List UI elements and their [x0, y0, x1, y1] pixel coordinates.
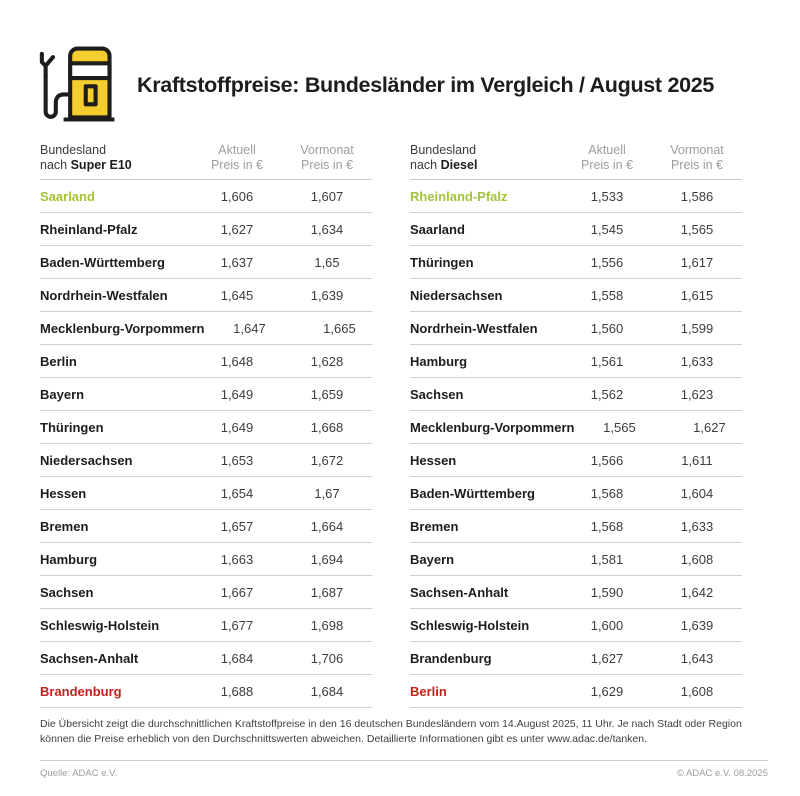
table-row: [40, 543, 372, 576]
current-price: 1,590: [590, 584, 624, 600]
state-name: Sachsen-Anhalt: [40, 650, 139, 666]
current-price: 1,657: [220, 518, 254, 534]
current-price: 1,648: [220, 353, 254, 369]
column-header-state: [410, 143, 562, 172]
state-name: Thüringen: [40, 419, 104, 435]
state-name: Bayern: [410, 551, 455, 567]
state-name: Saarland: [40, 188, 95, 204]
previous-price: 1,611: [681, 452, 713, 468]
tables-container: [40, 143, 800, 708]
table-diesel: [410, 143, 742, 708]
table-row: [410, 609, 742, 642]
previous-price: 1,633: [680, 353, 714, 369]
column-header-current: Aktuell Preis in €: [210, 143, 264, 172]
previous-price: 1,639: [310, 287, 344, 303]
table-header: [40, 143, 372, 180]
previous-price: 1,694: [310, 551, 344, 567]
table-body: [40, 180, 372, 708]
previous-price: 1,607: [310, 188, 344, 204]
previous-price: 1,628: [310, 353, 344, 369]
state-name: Mecklenburg-Vorpommern: [40, 320, 205, 336]
table-row: [40, 312, 372, 345]
current-price: 1,649: [220, 386, 254, 402]
table-row: [410, 213, 742, 246]
fuel-type-label: Super E10: [70, 157, 132, 172]
state-name: Brandenburg: [40, 683, 122, 699]
current-price: 1,637: [220, 254, 254, 270]
state-name: Hessen: [40, 485, 87, 501]
table-row: [40, 576, 372, 609]
current-price: 1,562: [590, 386, 624, 402]
current-price: 1,677: [220, 617, 254, 633]
state-name: Baden-Württemberg: [410, 485, 535, 501]
state-name: Schleswig-Holstein: [40, 617, 160, 633]
table-row: [410, 444, 742, 477]
previous-price: 1,672: [310, 452, 344, 468]
previous-price: 1,608: [680, 683, 714, 699]
table-row: [410, 378, 742, 411]
state-name: Bremen: [410, 518, 459, 534]
table-row: [40, 444, 372, 477]
current-price: 1,568: [590, 485, 624, 501]
previous-price: 1,639: [680, 617, 714, 633]
state-header-line1: Bundesland: [40, 143, 107, 157]
table-row: [40, 510, 372, 543]
current-price: 1,663: [220, 551, 254, 567]
state-name: Saarland: [410, 221, 465, 237]
current-price: 1,606: [220, 188, 254, 204]
header: [0, 0, 800, 129]
state-name: Nordrhein-Westfalen: [40, 287, 168, 303]
column-header-previous: Vormonat Preis in €: [300, 143, 354, 172]
state-name: Nordrhein-Westfalen: [410, 320, 538, 336]
state-name: Niedersachsen: [40, 452, 133, 468]
table-row: [40, 213, 372, 246]
previous-price: 1,67: [314, 485, 340, 501]
previous-price: 1,615: [680, 287, 714, 303]
current-price: 1,558: [590, 287, 624, 303]
table-row: [410, 477, 742, 510]
current-price: 1,568: [590, 518, 624, 534]
previous-price: 1,617: [680, 254, 714, 270]
table-row: [40, 675, 372, 708]
table-row: [410, 543, 742, 576]
previous-price: 1,668: [310, 419, 344, 435]
state-name: Berlin: [40, 353, 77, 369]
table-row: [410, 510, 742, 543]
state-header-line2: nach Diesel: [410, 157, 478, 172]
previous-price: 1,565: [680, 221, 714, 237]
table-row: [40, 180, 372, 213]
previous-price: 1,627: [693, 419, 726, 435]
previous-price: 1,586: [680, 188, 714, 204]
current-price: 1,688: [220, 683, 254, 699]
current-price: 1,654: [220, 485, 254, 501]
table-row: [410, 411, 742, 444]
table-row: [410, 180, 742, 213]
previous-price: 1,665: [323, 320, 356, 336]
table-row: [410, 312, 742, 345]
table-row: [410, 642, 742, 675]
table-super-e10: [40, 143, 372, 708]
previous-price: 1,684: [310, 683, 344, 699]
current-price: 1,684: [220, 650, 254, 666]
current-price: 1,667: [220, 584, 254, 600]
page-title: Kraftstoffpreise: Bundesländer im Vergleich / August 2025: [137, 73, 715, 97]
state-name: Niedersachsen: [410, 287, 503, 303]
state-name: Schleswig-Holstein: [410, 617, 530, 633]
state-name: Bayern: [40, 386, 85, 402]
current-price: 1,653: [220, 452, 254, 468]
table-header: [410, 143, 742, 180]
state-name: Brandenburg: [410, 650, 492, 666]
state-name: Bremen: [40, 518, 89, 534]
current-price: 1,600: [590, 617, 624, 633]
state-name: Hessen: [410, 452, 457, 468]
state-name: Mecklenburg-Vorpommern: [410, 419, 575, 435]
current-price: 1,627: [220, 221, 254, 237]
table-row: [40, 345, 372, 378]
state-name: Rheinland-Pfalz: [40, 221, 138, 237]
previous-price: 1,623: [680, 386, 714, 402]
previous-price: 1,604: [680, 485, 714, 501]
table-row: [410, 576, 742, 609]
column-header-previous: Vormonat Preis in €: [670, 143, 724, 172]
state-name: Baden-Württemberg: [40, 254, 165, 270]
previous-price: 1,643: [680, 650, 714, 666]
column-header-state: [40, 143, 192, 172]
current-price: 1,629: [590, 683, 624, 699]
current-price: 1,645: [220, 287, 254, 303]
table-row: [40, 642, 372, 675]
current-price: 1,647: [233, 320, 266, 336]
current-price: 1,561: [590, 353, 624, 369]
table-row: [410, 675, 742, 708]
previous-price: 1,698: [310, 617, 344, 633]
footnote-text: Die Übersicht zeigt die durchschnittlichen Kraftstoffpreise in den 16 deutschen Bundesländern vom 14.August 2025, 11 Uhr. Je nach Stadt oder Region können die Preise erheblich von den Durchschnittswerten abweichen. Detaillierte Informationen gibt es unter www.adac.de/tanken.: [40, 718, 742, 745]
table-row: [40, 477, 372, 510]
fuel-pump-icon: [38, 42, 122, 129]
table-row: [40, 609, 372, 642]
current-price: 1,649: [220, 419, 254, 435]
previous-price: 1,65: [314, 254, 340, 270]
current-price: 1,556: [590, 254, 624, 270]
current-price: 1,627: [590, 650, 624, 666]
current-price: 1,533: [590, 188, 624, 204]
previous-price: 1,687: [310, 584, 344, 600]
current-price: 1,545: [590, 221, 624, 237]
table-row: [410, 246, 742, 279]
previous-price: 1,633: [680, 518, 714, 534]
copyright-label: © ADAC e.V. 08.2025: [676, 768, 768, 779]
table-row: [40, 411, 372, 444]
state-name: Sachsen: [410, 386, 464, 402]
state-name: Berlin: [410, 683, 447, 699]
table-row: [40, 279, 372, 312]
state-name: Rheinland-Pfalz: [410, 188, 508, 204]
previous-price: 1,642: [680, 584, 714, 600]
state-header-line2: nach Super E10: [40, 157, 132, 172]
table-row: [410, 279, 742, 312]
state-name: Sachsen: [40, 584, 94, 600]
source-label: Quelle: ADAC e.V.: [40, 768, 118, 779]
column-header-current: Aktuell Preis in €: [580, 143, 634, 172]
state-name: Hamburg: [410, 353, 468, 369]
state-name: Thüringen: [410, 254, 474, 270]
table-row: [410, 345, 742, 378]
fuel-type-label: Diesel: [440, 157, 478, 172]
state-header-line1: Bundesland: [410, 143, 477, 157]
previous-price: 1,664: [310, 518, 344, 534]
table-row: [40, 378, 372, 411]
previous-price: 1,634: [310, 221, 344, 237]
current-price: 1,560: [590, 320, 624, 336]
table-body: [410, 180, 742, 708]
current-price: 1,565: [603, 419, 636, 435]
previous-price: 1,599: [680, 320, 714, 336]
previous-price: 1,608: [680, 551, 714, 567]
table-row: [40, 246, 372, 279]
state-name: Sachsen-Anhalt: [410, 584, 509, 600]
previous-price: 1,706: [310, 650, 344, 666]
bottom-bar: [40, 760, 768, 779]
current-price: 1,581: [590, 551, 624, 567]
previous-price: 1,659: [310, 386, 344, 402]
current-price: 1,566: [590, 452, 624, 468]
state-name: Hamburg: [40, 551, 98, 567]
